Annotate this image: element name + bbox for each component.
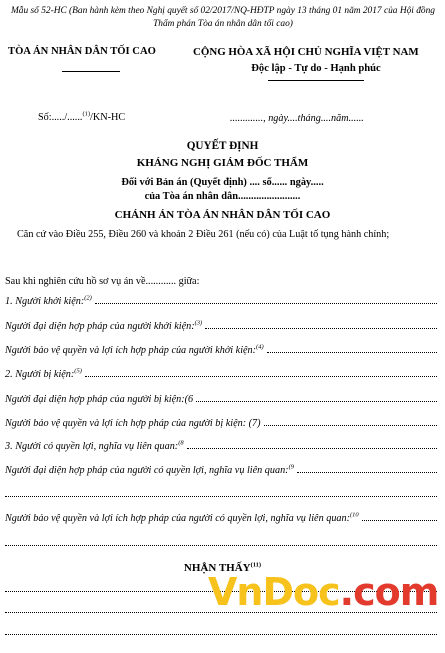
field-defendant-representative: Người đại diện hợp pháp của người bị kiện:(6 <box>5 394 437 405</box>
legal-basis: Căn cứ vào Điều 255, Điều 260 và khoản 2 Điều 261 (nếu có) của Luật tố tụng hành chính; <box>17 229 390 240</box>
title-line1: QUYẾT ĐỊNH <box>186 140 259 152</box>
field-plaintiff-representative: Người đại diện hợp pháp của người khởi kiện:$^{(3)}$ <box>5 321 437 332</box>
blank-line <box>5 496 437 497</box>
field-plaintiff-defender: Người bảo vệ quyền và lợi ích hợp pháp của người khởi kiện:$^{(4)}$ <box>5 345 437 356</box>
court-name: TÒA ÁN NHÂN DÂN TỐI CAO <box>8 46 156 57</box>
field-defendant: 2. Người bị kiện:$^{(5)}$ <box>5 369 437 380</box>
blank-line <box>5 634 437 635</box>
decision-number: Số:...../......$^{(1)}$/KN-HC <box>38 110 126 123</box>
watermark-logo: VnDoc.com <box>208 570 439 614</box>
blank-line <box>5 545 437 546</box>
field-defendant-defender: Người bảo vệ quyền và lợi ích hợp pháp của người bị kiện: (7) <box>5 418 437 429</box>
title-line3: Đối với Bản án (Quyết định) .... số...... ngày..... <box>121 177 324 188</box>
field-related-party-defender: Người bảo vệ quyền và lợi ích hợp pháp của người có quyền lợi, nghĩa vụ liên quan:$^{(10}$ <box>5 513 437 524</box>
form-note: Mẫu số 52-HC (Ban hành kèm theo Nghị quyết số 02/2017/NQ-HĐTP ngày 13 tháng 01 năm 2017 của Hội đồng Thẩm phán Tòa án nhân dân tối cao) <box>10 6 435 29</box>
field-related-party: 3. Người có quyền lợi, nghĩa vụ liên quan:$^{(8}$ <box>5 441 437 452</box>
title-line2: KHÁNG NGHỊ GIÁM ĐỐC THẨM <box>136 157 309 169</box>
field-related-party-representative: Người đại diện hợp pháp của người có quyền lợi, nghĩa vụ liên quan:$^{(9}$ <box>5 465 437 476</box>
field-plaintiff: 1. Người khởi kiện:$^{(2)}$ <box>5 296 437 307</box>
decision-date: ............., ngày....tháng....năm...... <box>230 113 364 124</box>
motto: Độc lập - Tự do - Hạnh phúc <box>251 63 381 74</box>
title-line4: của Tòa án nhân dân........................ <box>144 191 301 202</box>
republic-name: CỘNG HÒA XÃ HỘI CHỦ NGHĨA VIỆT NAM <box>193 46 419 58</box>
section-title: NHẬN THẤY$^{(11)}$ <box>183 561 262 574</box>
title-line5: CHÁNH ÁN TÒA ÁN NHÂN DÂN TỐI CAO <box>114 209 331 221</box>
court-underline <box>62 71 120 72</box>
case-study: Sau khi nghiên cứu hồ sơ vụ án về............ giữa: <box>5 276 200 287</box>
motto-underline <box>268 80 364 81</box>
